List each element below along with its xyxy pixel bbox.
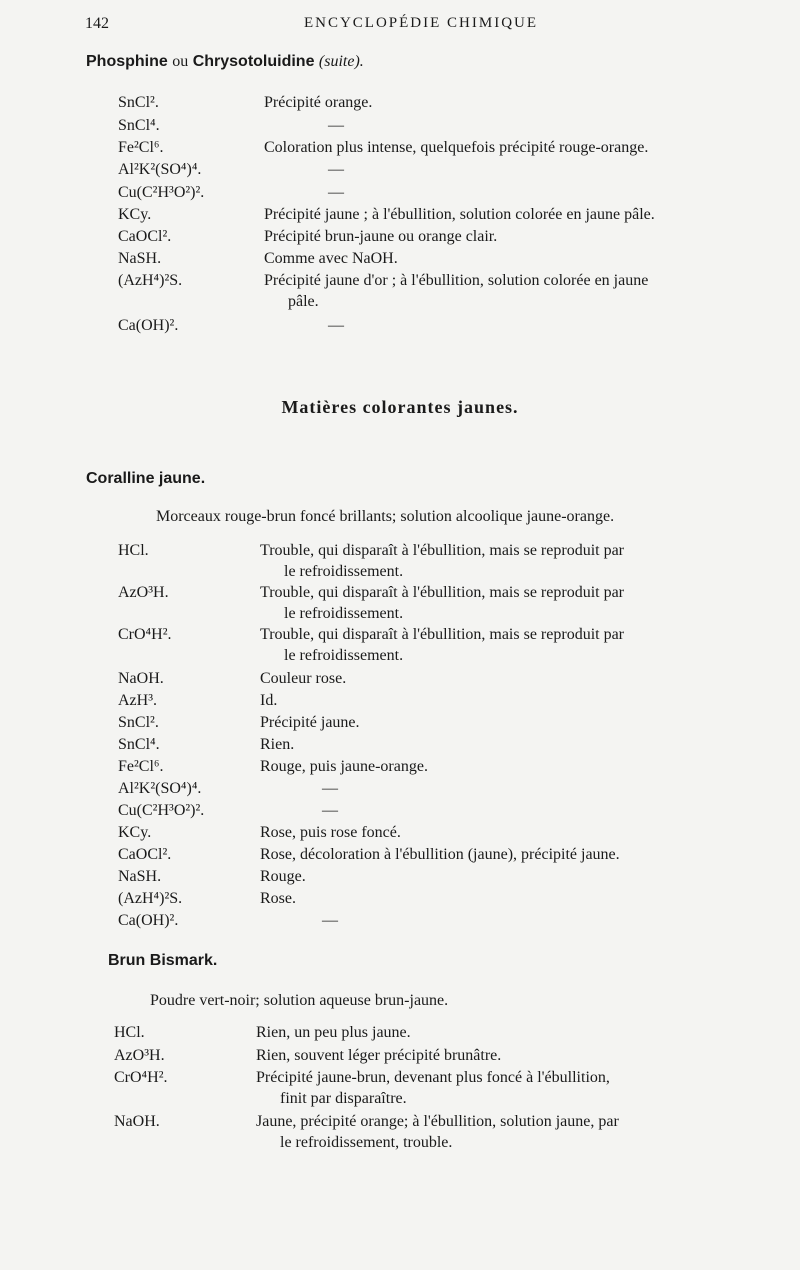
reaction-row [114, 1045, 760, 1069]
result-continuation: le refroidissement, trouble. [280, 1134, 453, 1151]
reaction-row [118, 866, 760, 890]
reaction-result [260, 690, 277, 711]
reagent-formula: Al²K²(SO⁴)⁴. [118, 161, 202, 178]
result-text: Comme avec NaOH. [264, 250, 398, 267]
reagent-formula: AzH³. [118, 692, 158, 709]
reagent-formula: CaOCl². [118, 846, 172, 863]
reaction-row [118, 888, 760, 912]
reaction-result [260, 888, 296, 909]
result-text: Rose, décoloration à l'ébullition (jaune), précipité jaune. [260, 846, 620, 863]
result-text: Précipité jaune d'or ; à l'ébullition, solution colorée en jaune [264, 272, 649, 289]
result-text: — [328, 117, 344, 134]
page-number: 142 [85, 15, 109, 32]
reaction-row [118, 540, 760, 580]
section-title: Matières colorantes jaunes. [281, 397, 519, 417]
reaction-result [260, 756, 428, 777]
reagent-formula: NaOH. [114, 1113, 160, 1130]
reagent-formula: SnCl². [118, 94, 159, 111]
reagent-formula: HCl. [118, 542, 149, 559]
result-text: Trouble, qui disparaît à l'ébullition, mais se reproduit par [260, 584, 625, 601]
reaction-row [118, 182, 760, 206]
result-text: — [322, 912, 338, 929]
reaction-row [118, 115, 760, 139]
reaction-result [260, 668, 346, 689]
result-text: Couleur rose. [260, 670, 347, 687]
reagent-formula: NaOH. [118, 670, 164, 687]
result-text: Coloration plus intense, quelquefois précipité rouge-orange. [264, 139, 649, 156]
reaction-row [114, 1022, 760, 1046]
reaction-row [118, 734, 760, 758]
reagent-formula: Fe²Cl⁶. [118, 139, 164, 156]
result-text: Rien, un peu plus jaune. [256, 1024, 411, 1041]
reaction-result [260, 844, 620, 865]
running-head [85, 15, 757, 37]
reaction-result [264, 270, 764, 312]
phosphine-title-main: Phosphine [86, 53, 168, 70]
coralline-intro: Morceaux rouge-brun foncé brillants; solution alcoolique jaune-orange. [156, 508, 615, 525]
reaction-result [256, 1111, 756, 1153]
reaction-result [260, 540, 760, 582]
reagent-formula: SnCl⁴. [118, 736, 160, 753]
reagent-formula: SnCl². [118, 714, 159, 731]
result-text: — [328, 184, 344, 201]
reagent-formula: HCl. [114, 1024, 145, 1041]
brun-intro: Poudre vert-noir; solution aqueuse brun-jaune. [150, 992, 449, 1009]
reaction-row [118, 910, 760, 934]
result-text: Trouble, qui disparaît à l'ébullition, mais se reproduit par [260, 542, 625, 559]
reaction-result [264, 204, 655, 225]
result-text: Précipité orange. [264, 94, 373, 111]
reagent-formula: AzO³H. [114, 1047, 165, 1064]
result-text: Rouge. [260, 868, 306, 885]
reaction-result [264, 248, 398, 269]
result-text: Rose, puis rose foncé. [260, 824, 401, 841]
reaction-result [264, 137, 648, 158]
reaction-row [118, 756, 760, 780]
reagent-formula: Ca(OH)². [118, 912, 179, 929]
reaction-row [118, 800, 760, 824]
reaction-result [256, 1045, 501, 1066]
reaction-row [118, 844, 760, 868]
reagent-formula: CrO⁴H². [118, 626, 172, 643]
reaction-result [328, 315, 344, 336]
reaction-result [260, 582, 760, 624]
phosphine-title-suite: (suite). [318, 53, 364, 70]
reaction-row [114, 1067, 760, 1107]
reagent-formula: (AzH⁴)²S. [118, 890, 183, 907]
running-title: ENCYCLOPÉDIE CHIMIQUE [303, 15, 539, 31]
reagent-formula: CrO⁴H². [114, 1069, 168, 1086]
reaction-result [328, 159, 344, 180]
result-text: — [322, 780, 338, 797]
reaction-result [264, 92, 372, 113]
reaction-result [260, 822, 401, 843]
result-text: Précipité jaune ; à l'ébullition, solution colorée en jaune pâle. [264, 206, 655, 223]
reaction-result [322, 778, 338, 799]
result-continuation: le refroidissement. [284, 647, 404, 664]
result-continuation: pâle. [288, 293, 319, 310]
reaction-result [260, 734, 294, 755]
result-text: — [322, 802, 338, 819]
reaction-result [256, 1067, 756, 1109]
reagent-formula: SnCl⁴. [118, 117, 160, 134]
reagent-formula: AzO³H. [118, 584, 169, 601]
reaction-row [118, 712, 760, 736]
phosphine-title-rest: Chrysotoluidine [192, 53, 315, 70]
result-text: — [328, 161, 344, 178]
reaction-result [256, 1022, 411, 1043]
result-text: Trouble, qui disparaît à l'ébullition, mais se reproduit par [260, 626, 625, 643]
reagent-formula: Cu(C²H³O²)². [118, 184, 205, 201]
reaction-row [118, 270, 760, 310]
result-text: Précipité jaune-brun, devenant plus foncé à l'ébullition, [256, 1069, 610, 1086]
reagent-formula: Cu(C²H³O²)². [118, 802, 205, 819]
reaction-row [118, 248, 760, 272]
reaction-row [118, 159, 760, 183]
result-text: Précipité jaune. [260, 714, 360, 731]
reagent-formula: Al²K²(SO⁴)⁴. [118, 780, 202, 797]
reaction-row [118, 624, 760, 664]
result-text: — [328, 317, 344, 334]
result-text: Rose. [260, 890, 296, 907]
reaction-row [118, 137, 760, 161]
result-continuation: finit par disparaître. [280, 1090, 407, 1107]
result-text: Précipité brun-jaune ou orange clair. [264, 228, 498, 245]
reagent-formula: KCy. [118, 206, 152, 223]
reaction-row [118, 778, 760, 802]
reaction-row [118, 668, 760, 692]
brun-heading: Brun Bismark. [108, 952, 218, 969]
result-continuation: le refroidissement. [284, 563, 404, 580]
result-text: Rouge, puis jaune-orange. [260, 758, 428, 775]
result-text: Rien. [260, 736, 295, 753]
reaction-row [114, 1111, 760, 1151]
reaction-row [118, 315, 760, 339]
reaction-row [118, 822, 760, 846]
reaction-result [328, 115, 344, 136]
reagent-formula: Ca(OH)². [118, 317, 179, 334]
result-text: Id. [260, 692, 278, 709]
reagent-formula: (AzH⁴)²S. [118, 272, 183, 289]
result-text: Jaune, précipité orange; à l'ébullition, solution jaune, par [256, 1113, 619, 1130]
reaction-row [118, 226, 760, 250]
reagent-formula: KCy. [118, 824, 152, 841]
reaction-row [118, 582, 760, 622]
phosphine-title-ou: ou [172, 53, 189, 70]
reaction-result [328, 182, 344, 203]
result-continuation: le refroidissement. [284, 605, 404, 622]
phosphine-heading [86, 53, 364, 71]
reaction-result [260, 624, 760, 666]
reagent-formula: Fe²Cl⁶. [118, 758, 164, 775]
reaction-result [322, 800, 338, 821]
result-text: Rien, souvent léger précipité brunâtre. [256, 1047, 502, 1064]
reagent-formula: CaOCl². [118, 228, 172, 245]
reaction-result [264, 226, 497, 247]
reaction-row [118, 690, 760, 714]
reaction-result [322, 910, 338, 931]
reaction-result [260, 712, 360, 733]
reagent-formula: NaSH. [118, 868, 162, 885]
reaction-result [260, 866, 306, 887]
coralline-heading: Coralline jaune. [86, 470, 206, 487]
reaction-row [118, 92, 760, 116]
reaction-row [118, 204, 760, 228]
reagent-formula: NaSH. [118, 250, 162, 267]
